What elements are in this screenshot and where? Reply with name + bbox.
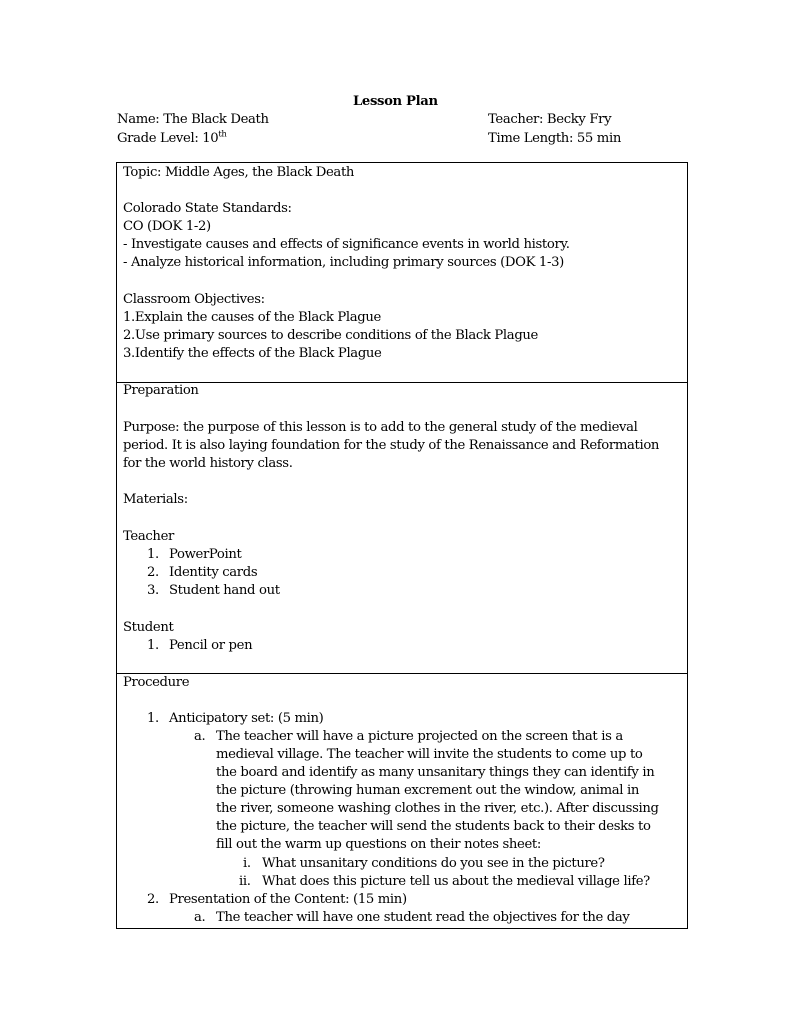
purpose-line: for the world history class. <box>123 456 293 471</box>
purpose-line: Purpose: the purpose of this lesson is to add to the general study of the medieval <box>123 420 638 435</box>
standard-line: CO (DOK 1-2) <box>123 219 211 234</box>
list-item: Identity cards <box>169 565 258 580</box>
materials-heading: Materials: <box>123 492 188 507</box>
page-title: Lesson Plan <box>353 94 438 109</box>
list-letter: a. <box>194 910 206 925</box>
procedure-text-line: The teacher will have one student read the objectives for the day <box>216 910 630 925</box>
list-number: 1. <box>147 547 159 562</box>
procedure-text-line: the picture, the teacher will send the students back to their desks to <box>216 819 651 834</box>
list-number: 2. <box>147 565 159 580</box>
objective-item: 2.Use primary sources to describe conditions of the Black Plague <box>123 328 539 343</box>
student-materials-heading: Student <box>123 620 174 635</box>
preparation-heading: Preparation <box>123 383 199 398</box>
question-item: What unsanitary conditions do you see in the picture? <box>262 856 605 871</box>
grade-level: Grade Level: 10th <box>117 129 227 146</box>
list-roman: ii. <box>239 874 251 889</box>
question-item: What does this picture tell us about the medieval village life? <box>262 874 650 889</box>
procedure-text-line: the picture (throwing human excrement out the window, animal in <box>216 783 640 798</box>
list-item: PowerPoint <box>169 547 242 562</box>
teacher-materials-heading: Teacher <box>123 529 174 544</box>
procedure-text-line: the board and identify as many unsanitary things they can identify in <box>216 765 655 780</box>
list-number: 1. <box>147 638 159 653</box>
lesson-name: Name: The Black Death <box>117 112 269 127</box>
procedure-text-line: The teacher will have a picture projected on the screen that is a <box>216 729 623 744</box>
procedure-step: Presentation of the Content: (15 min) <box>169 892 407 907</box>
standards-heading: Colorado State Standards: <box>123 201 292 216</box>
list-number: 2. <box>147 892 159 907</box>
objectives-heading: Classroom Objectives: <box>123 292 265 307</box>
list-number: 3. <box>147 583 159 598</box>
teacher-name: Teacher: Becky Fry <box>488 112 612 127</box>
list-roman: i. <box>243 856 251 871</box>
objective-item: 3.Identify the effects of the Black Plague <box>123 346 382 361</box>
procedure-text-line: the river, someone washing clothes in the river, etc.). After discussing <box>216 801 659 816</box>
list-number: 1. <box>147 711 159 726</box>
procedure-step: Anticipatory set: (5 min) <box>169 711 324 726</box>
procedure-text-line: medieval village. The teacher will invite the students to come up to <box>216 747 643 762</box>
procedure-heading: Procedure <box>123 675 190 690</box>
purpose-line: period. It is also laying foundation for the study of the Renaissance and Reformation <box>123 438 660 453</box>
list-item: Pencil or pen <box>169 638 253 653</box>
list-item: Student hand out <box>169 583 280 598</box>
topic-line: Topic: Middle Ages, the Black Death <box>123 165 355 180</box>
standard-line: - Investigate causes and effects of significance events in world history. <box>123 237 570 252</box>
objective-item: 1.Explain the causes of the Black Plague <box>123 310 381 325</box>
procedure-text-line: fill out the warm up questions on their notes sheet: <box>216 837 541 852</box>
time-length: Time Length: 55 min <box>488 131 621 146</box>
standard-line: - Analyze historical information, including primary sources (DOK 1-3) <box>123 255 564 270</box>
list-letter: a. <box>194 729 206 744</box>
